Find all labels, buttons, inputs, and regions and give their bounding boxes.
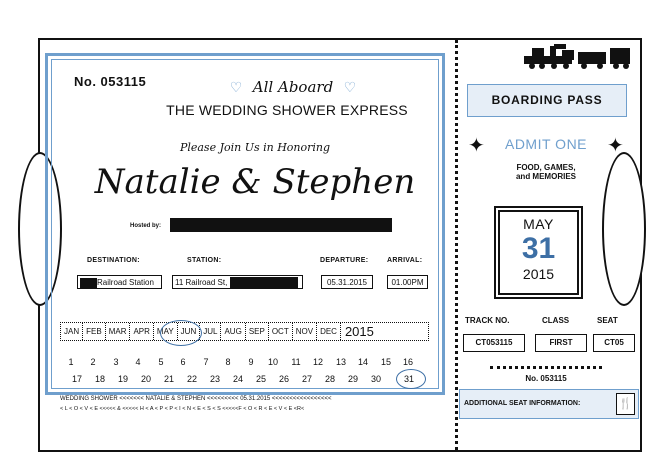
barcode-line — [490, 366, 602, 369]
station-redacted — [230, 277, 298, 289]
stub-number: No. 053115 — [525, 374, 567, 383]
days-row-1 — [63, 357, 423, 369]
day: 15 — [380, 357, 391, 367]
hosted-by-label: Hosted by: — [130, 223, 162, 229]
headline-script-row — [212, 78, 374, 97]
day: 29 — [347, 374, 358, 384]
train-icon — [524, 44, 632, 70]
month-oct: OCT — [269, 323, 293, 340]
day: 9 — [248, 357, 254, 367]
month-strip — [60, 322, 429, 341]
ticket-notch-right — [602, 152, 646, 306]
additional-seat-label: ADDITIONAL SEAT INFORMATION: — [464, 400, 581, 407]
month-dec: DEC — [317, 323, 341, 340]
day: 14 — [357, 357, 368, 367]
day: 19 — [117, 374, 128, 384]
day: 3 — [113, 357, 119, 367]
destination-field — [77, 275, 162, 289]
month-jul: JUL — [200, 323, 221, 340]
admit-one: ADMIT ONE — [504, 136, 588, 152]
day: 2 — [90, 357, 96, 367]
month-nov: NOV — [293, 323, 317, 340]
day: 18 — [94, 374, 105, 384]
date-month: MAY — [523, 216, 554, 232]
track-value: CT053115 — [463, 334, 525, 352]
destination-value: Railroad Station — [97, 278, 154, 287]
day: 7 — [203, 357, 209, 367]
date-box — [498, 210, 579, 295]
calendar-year: 2015 — [344, 324, 374, 339]
hosted-by-redacted — [170, 218, 392, 232]
food-games-memories — [488, 163, 604, 181]
destination-redacted — [80, 278, 97, 288]
day: 27 — [301, 374, 312, 384]
month-jan: JAN — [61, 323, 83, 340]
sparkle-icon: ✦ — [468, 135, 485, 157]
day: 1 — [68, 357, 74, 367]
selected-month-circle — [160, 320, 202, 346]
day: 25 — [255, 374, 266, 384]
headline-script: All Aboard — [252, 78, 334, 96]
class-value: FIRST — [535, 334, 587, 352]
day: 11 — [291, 357, 301, 367]
month-apr: APR — [130, 323, 153, 340]
day: 10 — [267, 357, 278, 367]
date-day: 31 — [521, 232, 556, 265]
sparkle-icon: ✦ — [607, 135, 624, 157]
headline: THE WEDDING SHOWER EXPRESS — [166, 102, 408, 118]
footer-line-2: < L < O < V < E <<<<< & <<<<< H < A < P < P < I < N < E < S < S <<<<<F < O < R < E < V < E <R< — [60, 406, 305, 412]
station-field — [172, 275, 303, 289]
day: 23 — [209, 374, 220, 384]
day: 8 — [225, 357, 231, 367]
day: 24 — [232, 374, 243, 384]
ticket-number: No. 053115 — [74, 74, 147, 89]
month-sep: SEP — [246, 323, 269, 340]
day: 31 — [403, 374, 414, 384]
station-value: 11 Railroad St, — [175, 278, 228, 287]
day: 12 — [312, 357, 323, 367]
month-jun: JUN — [178, 323, 201, 340]
day: 4 — [135, 357, 141, 367]
boarding-pass-title: BOARDING PASS — [467, 84, 627, 117]
perforation-divider — [455, 40, 458, 450]
ticket-notch-mask-right — [643, 140, 672, 316]
seat-value: CT05 — [593, 334, 635, 352]
day: 21 — [163, 374, 174, 384]
month-aug: AUG — [221, 323, 245, 340]
days-row-2 — [69, 374, 429, 386]
day: 17 — [71, 374, 82, 384]
day: 28 — [324, 374, 335, 384]
arrival-label: ARRIVAL: — [387, 257, 423, 264]
heart-icon: ♡ — [343, 79, 357, 95]
day: 5 — [158, 357, 164, 367]
cutlery-icon: 🍴 — [616, 393, 635, 415]
track-label: TRACK NO. — [465, 316, 510, 325]
food-line-1: FOOD, GAMES, — [516, 163, 576, 172]
day: 22 — [186, 374, 197, 384]
day: 6 — [180, 357, 186, 367]
month-feb: FEB — [83, 323, 106, 340]
destination-label: DESTINATION: — [87, 257, 140, 264]
honoree-names: Natalie & Stephen — [94, 162, 416, 202]
month-may: MAY — [154, 323, 178, 340]
date-year: 2015 — [522, 266, 555, 282]
arrival-field: 01.00PM — [387, 275, 428, 289]
food-line-2: and MEMORIES — [515, 172, 576, 181]
additional-seat-info — [459, 389, 639, 419]
footer-line-1: WEDDING SHOWER <<<<<<< NATALIE & STEPHEN <<<<<<<<< 05.31.2015 <<<<<<<<<<<<<<<<< — [60, 396, 332, 402]
seat-label: SEAT — [597, 316, 618, 325]
day: 26 — [278, 374, 289, 384]
day: 20 — [140, 374, 151, 384]
station-label: STATION: — [187, 257, 222, 264]
class-label: CLASS — [542, 316, 570, 325]
day: 30 — [370, 374, 381, 384]
departure-label: DEPARTURE: — [320, 257, 369, 264]
day: 16 — [402, 357, 413, 367]
selected-day-circle — [396, 369, 426, 389]
day: 13 — [335, 357, 346, 367]
invite-line: Please Join Us in Honoring — [179, 141, 331, 154]
departure-field: 05.31.2015 — [321, 275, 373, 289]
heart-icon: ♡ — [229, 79, 243, 95]
month-mar: MAR — [106, 323, 131, 340]
